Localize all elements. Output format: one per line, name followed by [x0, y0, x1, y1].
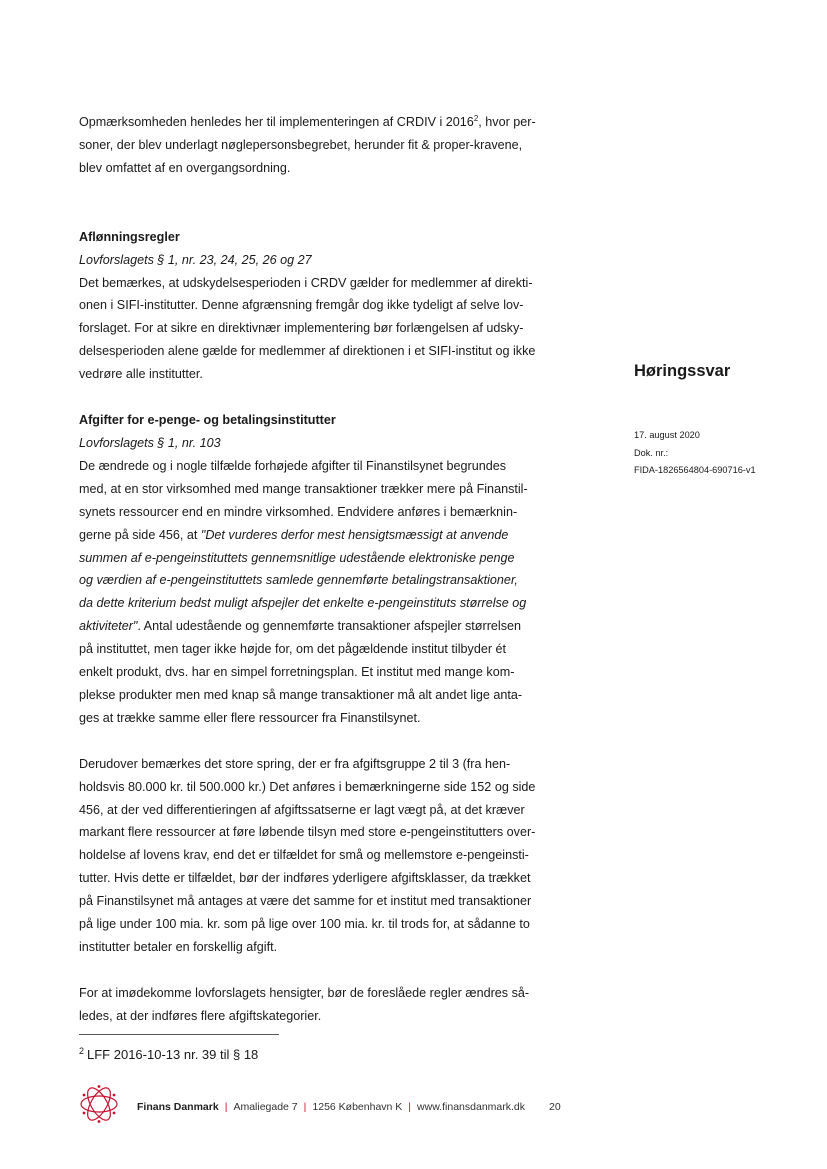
paragraph-intro — [79, 111, 574, 180]
paragraph-line: onen i SIFI-institutter. Denne afgrænsning fremgår dog ikke tydeligt af selve lov- — [79, 298, 524, 313]
quote-text: aktiviteter" — [79, 619, 138, 634]
paragraph-line: 456, at der ved differentieringen af afgiftssatserne er lagt vægt på, at det kræver — [79, 802, 525, 817]
section-heading-remuneration: Aflønningsregler — [79, 229, 180, 244]
paragraph-line: med, at en stor virksomhed med mange transaktioner trækker mere på Finanstil- — [79, 481, 528, 496]
paragraph-line: ges at trække samme eller flere ressourcer fra Finanstilsynet. — [79, 710, 421, 725]
section-heading-fees: Afgifter for e-penge- og betalingsinstitutter — [79, 413, 336, 428]
document-number-label: Dok. nr.: — [634, 447, 669, 458]
section-reference: Lovforslagets § 1, nr. 103 — [79, 435, 221, 450]
footnote-divider — [79, 1034, 279, 1035]
quote-text: "Det vurderes derfor mest hensigtsmæssigt at anvende — [200, 527, 509, 542]
footnote-number: 2 — [79, 1045, 85, 1056]
page-number: 20 — [549, 1101, 561, 1113]
paragraph-line: forslaget. For at sikre en direktivnær implementering bør forlængelsen af udsky- — [79, 321, 524, 336]
paragraph-line: holdelse af lovens krav, end det er tilfældet for små og mellemstore e-pengeinsti- — [79, 848, 529, 863]
section-reference: Lovforslagets § 1, nr. 23, 24, 25, 26 og 27 — [79, 252, 312, 267]
paragraph-line: markant flere ressourcer at føre løbende tilsyn med store e-pengeinstitutters over- — [79, 825, 536, 840]
footer-address: Amaliegade 7 — [233, 1101, 298, 1113]
document-body — [79, 111, 574, 1028]
quote-line: og værdien af e-pengeinstituttets samlede gennemførte betalingstransaktioner, — [79, 573, 518, 588]
page-footer — [137, 1101, 561, 1113]
paragraph-line: ledes, at der indføres flere afgiftskategorier. — [79, 1008, 322, 1023]
paragraph-text: . Antal udestående og gennemførte transaktioner afspejler størrelsen — [137, 619, 521, 634]
paragraph-line: Derudover bemærkes det store spring, der er fra afgiftsgruppe 2 til 3 (fra hen- — [79, 756, 511, 771]
footnote-text: LFF 2016-10-13 nr. 39 til § 18 — [87, 1047, 259, 1062]
paragraph-line: på Finanstilsynet må antages at være det samme for et institut med transaktioner — [79, 894, 532, 909]
paragraph-line: blev omfattet af en overgangsordning. — [79, 160, 291, 175]
paragraph-line: på lige under 100 mia. kr. som på lige over 100 mia. kr. til trods for, at sådanne to — [79, 917, 530, 932]
paragraph-fee-groups — [79, 753, 574, 959]
footer-separator: | — [224, 1101, 228, 1113]
paragraph-line: vedrøre alle institutter. — [79, 367, 203, 382]
paragraph-text: , hvor per- — [478, 115, 536, 129]
footer-brand: Finans Danmark — [137, 1101, 219, 1113]
paragraph-fees — [79, 455, 574, 730]
quote-line: summen af e-pengeinstituttets gennemsnitlige udestående elektroniske penge — [79, 550, 515, 565]
paragraph-line: institutter betaler en forskellig afgift. — [79, 940, 278, 954]
paragraph-line: For at imødekomme lovforslagets hensigter, bør de foreslåede regler ændres så- — [79, 985, 530, 1000]
paragraph-line: plekse produkter men med knap så mange transaktioner må alt andet lige anta- — [79, 687, 523, 702]
document-meta — [634, 427, 756, 480]
paragraph-line: delsesperioden alene gælde for medlemmer af direktionen i et SIFI-institut og ikke — [79, 344, 536, 359]
footer-website-link[interactable]: www.finansdanmark.dk — [417, 1101, 525, 1113]
paragraph-text: gerne på side 456, at — [79, 527, 201, 542]
paragraph-line: soner, der blev underlagt nøglepersonsbegrebet, herunder fit & proper-kravene, — [79, 137, 523, 152]
document-number: FIDA-1826564804-690716-v1 — [634, 465, 756, 475]
finans-danmark-logo-icon — [78, 1083, 120, 1125]
paragraph-line: på instituttet, men tager ikke højde for, om det pågældende institut tilbyder ét — [79, 642, 507, 657]
document-date: 17. august 2020 — [634, 430, 700, 440]
paragraph-line: De ændrede og i nogle tilfælde forhøjede afgifter til Finanstilsynet begrundes — [79, 458, 507, 473]
footer-city: 1256 København K — [312, 1101, 403, 1113]
paragraph-line: tutter. Hvis dette er tilfældet, bør der indføres yderligere afgiftsklasser, da trækket — [79, 871, 531, 886]
paragraph-text: Opmærksomheden henledes her til implementeringen af CRDIV i 2016 — [79, 115, 474, 129]
paragraph-remuneration — [79, 272, 574, 387]
footnote-ref[interactable]: 2 — [473, 113, 479, 123]
paragraph-line: synets ressourcer end en mindre virksomhed. Endvidere anføres i bemærknin- — [79, 504, 518, 519]
footnote — [79, 1047, 258, 1062]
paragraph-line: Det bemærkes, at udskydelsesperioden i CRDV gælder for medlemmer af direkti- — [79, 275, 533, 290]
document-type-title: Høringssvar — [634, 362, 731, 380]
footer-separator: | — [303, 1101, 307, 1113]
paragraph-conclusion — [79, 982, 574, 1028]
paragraph-line: holdsvis 80.000 kr. til 500.000 kr.) Det anføres i bemærkningerne side 152 og side — [79, 779, 536, 794]
quote-line: da dette kriterium bedst muligt afspejler det enkelte e-pengeinstituts størrelse og — [79, 596, 527, 611]
paragraph-line: enkelt produkt, dvs. har en simpel forretningsplan. Et institut med mange kom- — [79, 665, 515, 680]
footer-separator: | — [408, 1101, 412, 1113]
